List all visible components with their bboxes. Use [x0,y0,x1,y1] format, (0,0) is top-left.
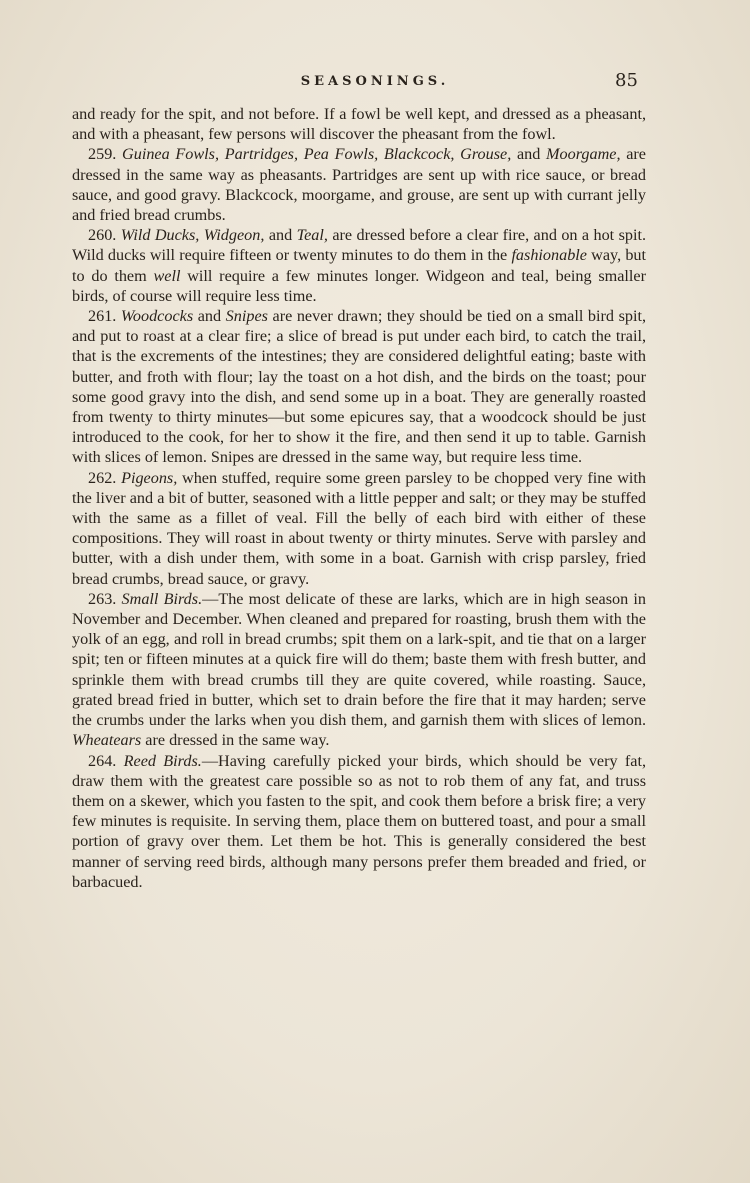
paragraph-261 [72,306,646,468]
italic-term: Small Birds. [121,589,203,608]
paragraph-text: —Having carefully picked your birds, which should be very fat, draw them with the greatest care possible so as not to rob them of any fat, and truss them on a skewer, which you fasten to the spit, and cook them before a brisk fire; a very few minutes is requisite. In serving them, place them on buttered toast, and pour a small portion of gravy over them. Let them be hot. This is generally considered the best manner of serving reed birds, although many persons prefer them breaded and fried, or barbacued. [72,751,647,891]
italic-term: Wheatears [72,731,142,750]
italic-term: Wild Ducks, Widgeon, [120,226,265,245]
paragraph-text: will require a few minutes longer. Widgeon and teal, being smaller birds, of course will require less time. [72,266,646,305]
paragraph-text: —The most delicate of these are larks, which are in high season in November and December. When cleaned and prepared for roasting, brush them with the yolk of an egg, and roll in bread crumbs; spit them on a lark-spit, and tie that on a larger spit; ten or fifteen minutes at a quick fire will do them; baste them with fresh butter, and sprinkle them with bread crumbs till they are quite covered, while roasting. Sauce, grated bread fried in butter, which set to drain before the fire that it may harden; serve the crumbs under the larks when you dish them, and garnish them with slices of lemon. [72,589,647,730]
page-number: 85 [615,70,638,91]
paragraph-text: and ready for the spit, and not before. If a fowl be well kept, and dressed as a pheasant, and with a pheasant, few persons will discover the pheasant from the fowl. [72,105,646,144]
italic-term: Snipes [225,307,268,326]
running-head: SEASONINGS. [300,74,450,89]
paragraph-text: are dressed in the same way as pheasants. Partridges are sent up with rice sauce, or bread sauce, and good gravy. Blackcock, moorgame, and grouse, are sent up with currant jelly and fried bread crumbs. [72,145,646,225]
paragraph-number: 260. [88,226,117,245]
paragraph-text: way, but to do them [72,246,646,285]
paragraph-263 [72,589,646,751]
italic-term: Woodcocks [120,307,194,326]
paragraph-text: and [511,145,547,164]
paragraph-text: when stuffed, require some green parsley to be chopped very fine with the liver and a bit of butter, seasoned with a little pepper and salt; or they may be stuffed with the same as a fillet of veal. Fill the belly of each bird with either of these compositions. They will roast in about twenty or thirty minutes. Serve with parsley and butter, with a dish under them, with some in a boat. Garnish with crisp parsley, fried bread crumbs, bread sauce, or gravy. [72,468,647,588]
italic-term: Reed Birds. [123,751,202,770]
paragraph-number: 259. [88,145,117,164]
body-text [72,104,646,892]
paragraph-260 [72,225,646,306]
italic-term: Guinea Fowls, Partridges, Pea Fowls, Blackcock, Grouse, [122,145,512,164]
italic-term: Teal, [296,226,328,245]
paragraph-262 [72,468,646,589]
paragraph-continued [72,104,646,144]
paragraph-number: 262. [88,468,117,487]
paragraph-number: 261. [88,307,117,326]
paragraph-text: are never drawn; they should be tied on a small bird spit, and put to roast at a clear fire; a slice of bread is put under each bird, to catch the trail, that is the excrements of the intestines; they are considered delightful eating; baste with butter, and froth with flour; lay the toast on a hot dish, and the birds on the toast; pour some good gravy into the dish, and send some up in a boat. They are generally roasted from twenty to thirty minutes—but some epicures say, that a woodcock should be just introduced to the cook, for her to show it the fire, and then send it up to table. Garnish with slices of lemon. Snipes are dressed in the same way, but require less time. [72,307,647,467]
paragraph-text: and [264,226,297,245]
italic-term: Moorgame, [546,145,621,164]
italic-term: Pigeons, [121,468,178,487]
paragraph-text: are dressed before a clear fire, and on a hot spit. Wild ducks will require fifteen or twenty minutes to do them in the [72,226,647,265]
paragraph-259 [72,144,646,225]
paragraph-number: 264. [88,751,117,770]
italic-term: fashionable [511,246,587,265]
paragraph-text: are dressed in the same way. [141,731,330,750]
paragraph-number: 263. [88,589,117,608]
paragraph-text: and [193,307,226,326]
paragraph-264 [72,751,646,892]
italic-term: well [153,266,181,285]
